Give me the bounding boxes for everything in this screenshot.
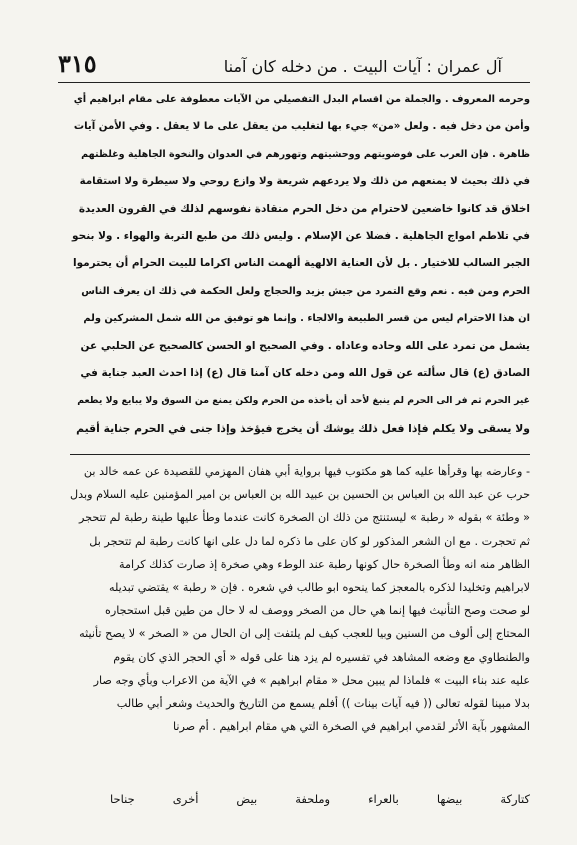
main-text <box>70 86 530 442</box>
footnote-line: والطنطاوي مع وضعه المشاهد في تفسيره لم يزد هنا على قوله « أي الحجر الذي كان يقوم <box>113 650 530 664</box>
verse-word: جناحا <box>110 792 135 806</box>
verse-word: أخرى <box>172 792 199 806</box>
footnote-line: بدلا مبينا لقوله تعالى (( فيه آيات بينات )) أفلم يسمع من التاريخ والحديث وشعر أبي طالب <box>116 696 530 710</box>
footnote-line: - وعارضه بها وقرأها عليه كما هو مكتوب فيها برواية أبي هفان المهزمي للقصيدة عن عمه خالد بن <box>83 465 530 478</box>
text-line: في تلاطم امواج الجاهلية . فضلا عن الإسلام . وليس ذلك من طبع التربة والهواء . ولا بنحو <box>72 229 530 242</box>
text-line: وأمن من دخل فيه . ولعل «من» جيء بها لتغليب من يعقل على ما لا يعقل . وفي الأمن آيات <box>73 121 530 133</box>
footnote-line: الظاهر منه انه وطأ الصخرة حال كونها رطبة عند الوطء وهي صخرة إذ صارت كذلك كرامة <box>119 557 530 571</box>
footnote-line: المحتاج إلى ألوف من السنين وبيا للعجب كيف لم يلتفت إلى ان الحال من « الصخر » لا يصح تأنيثه <box>79 627 530 641</box>
footnote-line: حرب عن عبد الله بن العباس بن الحسين بن عبيد الله بن العباس بن امير المؤمنين عليه السلام وبدل <box>70 488 530 502</box>
text-line: يشمل من تمرد على الله وحاده وعاداه . وفي الصحيح او الحسن كالصحيح عن الحلبي عن <box>80 339 530 352</box>
footnote-line: المشهور بآية الأثر لقدمي ابراهيم في الصخرة التي هي مقام ابراهيم . أم صرنا <box>172 720 530 734</box>
verse-line <box>110 792 530 806</box>
running-title: آل عمران : آيات البيت . من دخله كان آمنا <box>223 57 502 76</box>
footnote-line: ثم تحجرت . مع ان الشعر المذكور لو كان على ما ذكره لما دل على انها كانت رطبة لم تتحجر بل <box>89 534 530 548</box>
text-line: وحرمه المعروف . والجملة من اقسام البدل التفصيلي من الآيات معطوفة على مقام ابراهيم أي <box>73 94 530 105</box>
text-line: اخلاق قد كانوا خاضعين لاحترام من دخل الحرم منقادة نفوسهم لذلك في القرون العديدة <box>78 202 530 215</box>
page-header <box>58 40 530 80</box>
header-rule <box>58 82 530 83</box>
footnotes <box>70 460 530 738</box>
footnote-rule <box>70 454 530 455</box>
footnote-line: لو صحت وصح التأنيث فيها إنما هي حال من الصخر ووصف له لا حال من طين قبل استحجاره <box>104 604 530 618</box>
verse-word: كتاركة <box>500 792 530 806</box>
text-line: ظاهرة . فإن العرب على فوضويتهم ووحشيتهم وتهورهم في العدوان والنخوة الجاهلية وغلظتهم <box>81 148 530 160</box>
text-line: ولا يسقى ولا يكلم فإذا فعل ذلك يوشك أن يخرج فيؤخذ وإذا جنى في الحرم جناية أقيم <box>76 421 530 435</box>
text-line: الصادق (ع) قال سألته عن قول الله ومن دخله كان آمنا قال (ع) إذا احدث العبد جناية في <box>80 366 530 379</box>
text-line: الحرم ومن فيه . نعم وقع التمرد من جيش يزيد والحجاج ولعل الحكمة في ذلك ان يعرف الناس <box>81 285 530 297</box>
footnote-line: لابراهيم وتخليدا لذكره بالمعجز كما ينحوه ابو طالب في شعره . فإن « رطبة » يقتضي تبديله <box>108 580 530 594</box>
footnote-line: « وطئة » بقوله « رطبة » ليستنتج من ذلك ان الصخرة كانت عندما وطأ عليها طينة رطبة لم تتحجر <box>79 511 530 525</box>
text-line: في ذلك بحيث لا يمنعهم من ذلك ولا يردعهم شريعة ولا وازع روحي ولا سيطرة ولا استقامة <box>79 176 530 188</box>
text-line: الجبر السالب للاختيار . بل لأن العناية الالهية ألهمت الناس اكراما للبيت الحرام أن يحترموا <box>72 257 530 270</box>
verse-word: بيضها <box>436 792 463 806</box>
text-line: غير الحرم ثم فر الى الحرم لم ينبغ لأحد أن يأخذه من الحرم ولكن يمنع من السوق ولا يبايع ولا يطعم <box>77 395 530 407</box>
text-line: ان هذا الاحترام ليس من قسر الطبيعة والالجاء . وإنما هو توفيق من الله شمل المشركين ولم <box>83 313 530 325</box>
page-number: ٣١٥ <box>58 49 97 78</box>
verse-word: وملحفة <box>295 792 331 806</box>
verse-word: بالعراء <box>368 792 399 806</box>
verse-word: بيض <box>236 792 258 806</box>
footnote-line: عليه عند بناء البيت » فلماذا لم يبين محل « مقام ابراهيم » في الآية من الاعراب وبأي وجه صار <box>93 673 530 687</box>
